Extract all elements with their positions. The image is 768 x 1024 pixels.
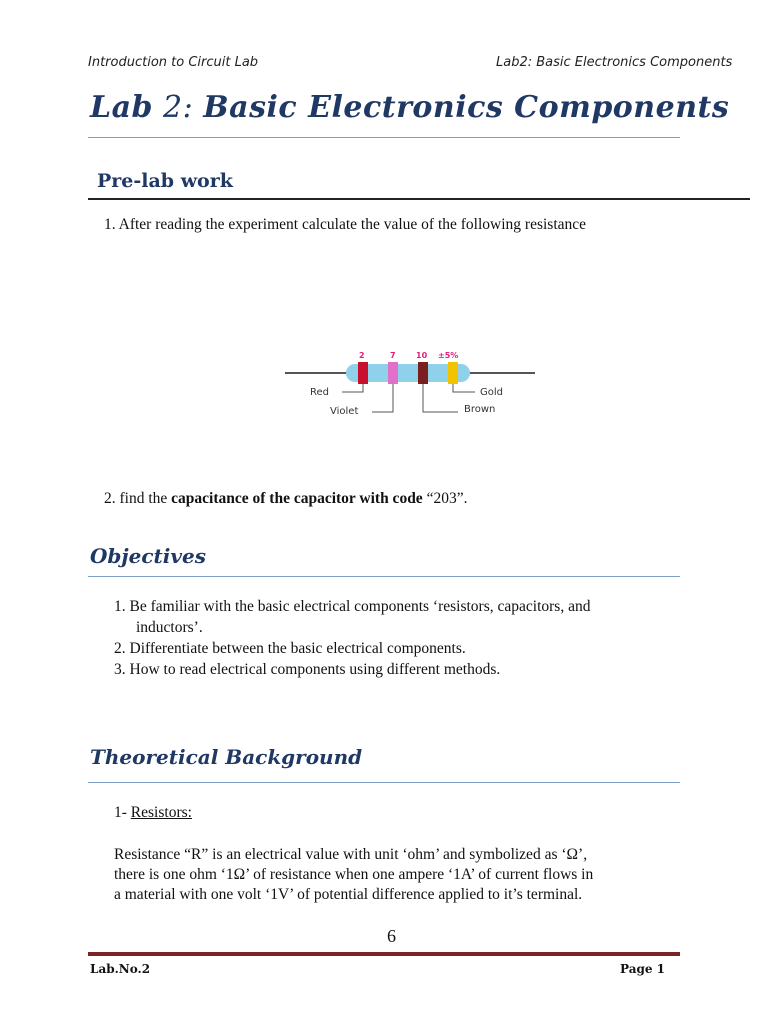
label-gold: Gold: [480, 387, 503, 398]
footer-left: Lab.No.2: [90, 962, 151, 976]
label-brown: Brown: [464, 404, 496, 415]
prelab-item-1: 1. After reading the experiment calculate the value of the following resistance: [104, 216, 587, 233]
band-label-4: ±5%: [438, 351, 459, 360]
theory-para-line-1: Resistance “R” is an electrical value with unit ‘ohm’ and symbolized as ‘Ω’,: [114, 846, 588, 863]
title-rule: [88, 137, 680, 138]
title-name: Basic Electronics Components: [203, 90, 730, 125]
subheading-label: Resistors:: [130, 804, 192, 821]
objective-item-3: 3. How to read electrical components using different methods.: [114, 661, 501, 678]
prelab-item-2: [104, 489, 467, 509]
band-label-3: 10: [416, 351, 428, 360]
objectives-rule: [88, 576, 680, 577]
theory-heading: Theoretical Background: [90, 745, 363, 769]
header-left: Introduction to Circuit Lab: [88, 55, 259, 70]
theory-rule: [88, 782, 680, 783]
item2-suffix: “203”.: [422, 490, 468, 507]
label-violet: Violet: [330, 406, 359, 417]
page-number: 6: [387, 926, 396, 946]
leader-gold: [453, 384, 475, 392]
title-lab: Lab: [90, 90, 154, 125]
page-title: [90, 90, 729, 125]
subheading-number: 1-: [114, 804, 131, 821]
resistor-diagram: [280, 348, 540, 420]
footer-right: Page 1: [620, 962, 666, 976]
prelab-heading: Pre-lab work: [97, 170, 233, 192]
theory-para-line-2: there is one ohm ‘1Ω’ of resistance when one ampere ‘1A’ of current flows in: [114, 866, 594, 883]
band-label-1: 2: [359, 351, 365, 360]
band-brown: [418, 362, 428, 384]
title-number: 2:: [153, 90, 204, 125]
leader-violet: [372, 384, 393, 412]
item2-bold: capacitance of the capacitor with code: [171, 490, 423, 507]
objectives-heading: Objectives: [90, 544, 206, 568]
band-red: [358, 362, 368, 384]
band-gold: [448, 362, 458, 384]
objective-item-2: 2. Differentiate between the basic electrical components.: [114, 640, 466, 657]
objective-item-1-cont: inductors’.: [136, 619, 203, 636]
theory-para-line-3: a material with one volt ‘1V’ of potential difference applied to it’s terminal.: [114, 886, 583, 903]
band-violet: [388, 362, 398, 384]
item2-prefix: 2. find the: [104, 490, 172, 507]
theory-subheading: [114, 803, 192, 823]
footer-rule: [88, 952, 680, 956]
prelab-rule: [88, 198, 750, 200]
leader-red: [342, 384, 363, 392]
objective-item-1: 1. Be familiar with the basic electrical components ‘resistors, capacitors, and: [114, 598, 591, 615]
header-right: Lab2: Basic Electronics Components: [496, 55, 733, 70]
label-red: Red: [310, 387, 329, 398]
band-label-2: 7: [390, 351, 396, 360]
